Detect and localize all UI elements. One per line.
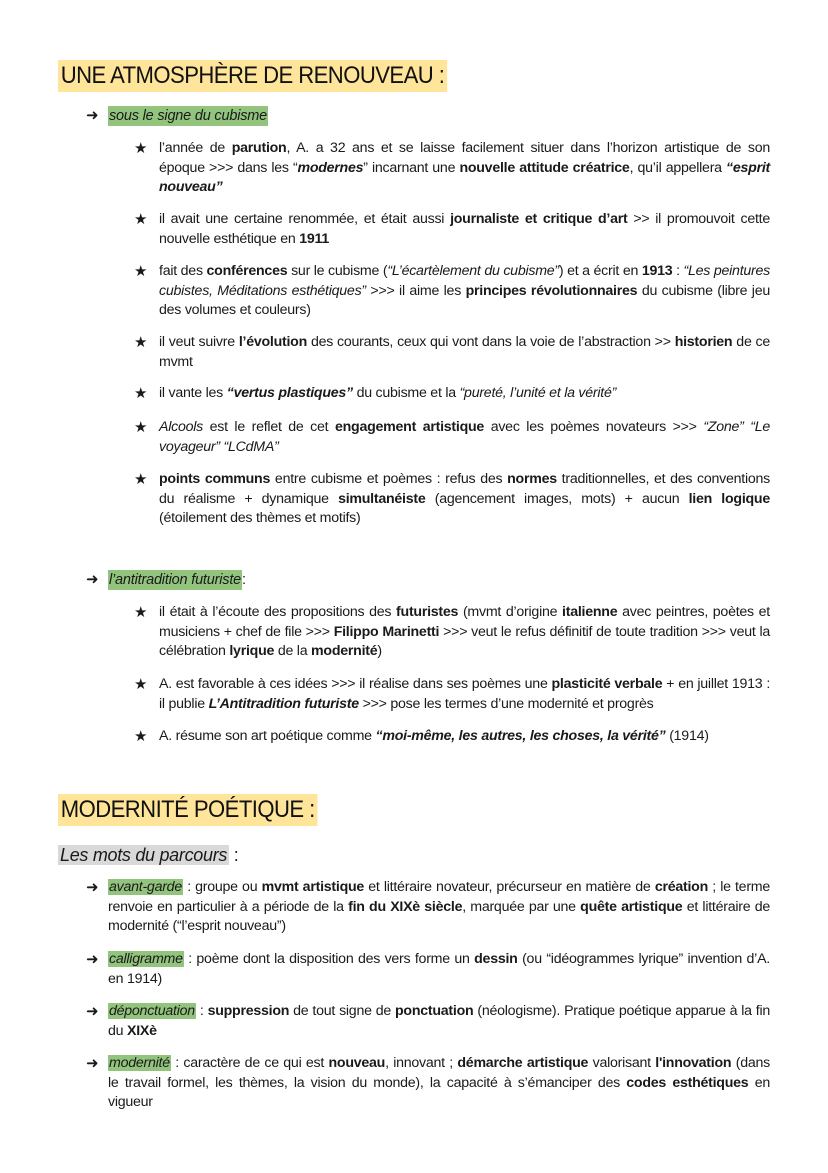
- item-text: [159, 139, 770, 198]
- star-icon: ★: [134, 471, 148, 488]
- text-run: futuristes: [396, 604, 459, 620]
- text-run: Alcools: [159, 419, 203, 435]
- text-run: , marquée par une: [462, 898, 581, 915]
- term: déponctuation: [109, 1003, 195, 1019]
- text-run: (mvmt d’origine: [458, 604, 563, 620]
- subheading-label: l’antitradition futuriste: [109, 572, 242, 588]
- text-run: : groupe ou: [182, 879, 262, 895]
- definition-item: [86, 950, 770, 989]
- text-run: il était à l’écoute des propositions des: [159, 604, 397, 620]
- star-icon: ★: [134, 419, 148, 436]
- list-item: [134, 333, 770, 372]
- text-run: avec peintres, poètes et musiciens + chef de file >>>: [159, 604, 770, 640]
- star-icon: ★: [134, 676, 148, 693]
- text-run: (agencement images, mots) + aucun: [425, 490, 689, 507]
- text-run: est le reflet de cet: [203, 419, 335, 435]
- text-run: “Les peintures cubistes, Méditations esthétiques”: [159, 263, 770, 299]
- text-run: engagement artistique: [335, 419, 485, 435]
- text-run: “pureté, l’unité et la vérité”: [459, 385, 617, 401]
- star-icon: ★: [134, 385, 148, 402]
- definition-text: [108, 1003, 770, 1039]
- list-item: [134, 384, 770, 404]
- text-run: valorisant: [588, 1055, 656, 1071]
- text-run: 1911: [299, 230, 329, 247]
- list-item: [134, 210, 770, 249]
- star-icon: ★: [134, 140, 148, 157]
- arrow-icon: ➜: [86, 1055, 99, 1072]
- text-run: >>> veut le refus définitif de toute tradition >>> veut la célébration: [159, 623, 770, 659]
- text-run: “L’écartèlement du cubisme”: [387, 263, 559, 279]
- text-run: XIXè: [126, 1022, 157, 1039]
- list-item: [134, 262, 770, 321]
- text-run: journaliste et critique d’art: [450, 211, 628, 227]
- subheading-label: sous le signe du cubisme: [109, 108, 268, 124]
- text-run: l’année de: [159, 140, 232, 156]
- list-item: [134, 418, 770, 457]
- item-text: [159, 418, 770, 457]
- term: calligramme: [109, 951, 183, 967]
- text-run: nouvelle attitude créatrice: [459, 159, 630, 176]
- subheading-suffix: :: [242, 572, 246, 588]
- item-text: [159, 333, 770, 372]
- list-item: [134, 675, 770, 714]
- text-run: codes esthétiques: [626, 1074, 749, 1091]
- text-run: et littéraire de modernité (“l’esprit nouveau”): [108, 898, 770, 934]
- term: avant-garde: [109, 879, 182, 895]
- arrow-icon: ➜: [86, 571, 99, 588]
- arrow-icon: ➜: [86, 879, 99, 896]
- star-icon: ★: [134, 334, 148, 351]
- text-run: Filippo Marinetti: [333, 623, 440, 640]
- subtitle-label: Les mots du parcours: [60, 845, 228, 865]
- text-run: lyrique: [229, 643, 275, 659]
- text-run: (néologisme). Pratique poétique apparue à la fin du: [108, 1003, 770, 1039]
- text-run: il avait une certaine renommée, et était aussi: [159, 211, 451, 227]
- text-run: (étoilement des thèmes et motifs): [159, 510, 361, 526]
- text-run: nouveau: [328, 1055, 386, 1071]
- text-run: (dans le travail formel, les thèmes, la vision du monde), la capacité à s’émanciper des: [108, 1055, 770, 1091]
- text-run: et littéraire novateur, précurseur en matière de: [364, 879, 655, 895]
- subtitle-suffix: :: [229, 845, 239, 865]
- text-run: :: [195, 1003, 208, 1019]
- text-run: simultanéiste: [338, 490, 426, 507]
- item-text: [159, 675, 770, 714]
- section-title-renouveau: UNE ATMOSPHÈRE DE RENOUVEAU :: [58, 60, 447, 92]
- text-run: sur le cubisme (: [287, 263, 388, 279]
- text-run: A. est favorable à ces idées >>> il réalise dans ses poèmes une: [159, 676, 552, 692]
- definition-text: [108, 951, 770, 987]
- item-text: [159, 603, 770, 662]
- text-run: parution: [231, 140, 287, 156]
- text-run: suppression: [207, 1003, 290, 1019]
- star-icon: ★: [134, 728, 148, 745]
- text-run: normes: [507, 471, 557, 487]
- star-icon: ★: [134, 211, 148, 228]
- text-run: traditionnelles, et des conventions du réalisme + dynamique: [159, 471, 770, 507]
- term: modernité: [109, 1055, 170, 1071]
- text-run: du cubisme (libre jeu des volumes et couleurs): [159, 282, 770, 318]
- definition-text: [108, 1055, 770, 1110]
- text-run: :: [672, 263, 684, 279]
- text-run: l’évolution: [238, 334, 307, 350]
- text-run: dessin: [474, 951, 518, 967]
- text-run: en vigueur: [108, 1074, 770, 1110]
- text-run: ): [377, 643, 382, 659]
- text-run: de la: [274, 643, 312, 659]
- text-run: >> il promouvoit cette nouvelle esthétique en: [159, 211, 770, 247]
- text-run: conférences: [206, 263, 288, 279]
- text-run: fin du XIXè siècle: [348, 898, 463, 915]
- text-run: du cubisme et la: [352, 385, 460, 401]
- text-run: ponctuation: [394, 1003, 474, 1019]
- text-run: , A. a 32 ans et se laisse facilement situer dans l’horizon artistique de son époque >>> dans les “: [159, 140, 771, 176]
- text-run: il vante les: [159, 385, 227, 401]
- text-run: avec les poèmes novateurs >>>: [484, 419, 704, 435]
- text-run: >>> pose les termes d’une modernité et progrès: [358, 695, 654, 712]
- text-run: >>> il aime les: [365, 282, 466, 299]
- text-run: 1913: [641, 263, 673, 279]
- list-item: [134, 603, 770, 662]
- text-run: entre cubisme et poèmes : refus des: [270, 471, 508, 487]
- text-run: lien logique: [688, 490, 770, 507]
- text-run: démarche artistique: [457, 1055, 589, 1071]
- section-title-modernite: MODERNITÉ POÉTIQUE :: [58, 794, 317, 826]
- item-text: [159, 727, 770, 747]
- arrow-icon: ➜: [86, 107, 99, 124]
- text-run: , innovant ;: [385, 1055, 458, 1071]
- text-run: des courants, ceux qui vont dans la voie de l’abstraction >>: [307, 334, 675, 350]
- text-run: , qu’il appellera: [629, 159, 727, 176]
- text-run: principes révolutionnaires: [465, 282, 638, 299]
- text-run: ” incarnant une: [363, 159, 460, 176]
- text-run: A. résume son art poétique comme: [159, 728, 376, 744]
- text-run: ; le terme renvoie en particulier à a période de la: [108, 879, 771, 915]
- list-item: [134, 727, 770, 747]
- text-run: quête artistique: [580, 898, 683, 915]
- item-text: [159, 384, 770, 404]
- text-run: (ou “idéogrammes lyrique” invention d’A. en 1914): [108, 951, 770, 987]
- text-run: fait des: [159, 263, 207, 279]
- item-text: [159, 210, 770, 249]
- text-run: “esprit nouveau”: [159, 159, 771, 195]
- text-run: modernes: [297, 159, 364, 176]
- text-run: modernité: [311, 643, 378, 659]
- text-run: italienne: [562, 604, 618, 620]
- text-run: de tout signe de: [289, 1003, 395, 1019]
- subheading-cubisme: [86, 106, 268, 126]
- text-run: points communs: [159, 471, 271, 487]
- definition-text: [108, 879, 770, 934]
- text-run: mvmt artistique: [261, 879, 365, 895]
- text-run: “vertus plastiques”: [226, 385, 353, 401]
- list-item: [134, 470, 770, 529]
- text-run: l'innovation: [655, 1055, 732, 1071]
- subtitle-mots-parcours: [58, 843, 239, 867]
- text-run: de ce mvmt: [159, 334, 771, 370]
- text-run: plasticité verbale: [551, 676, 663, 692]
- text-run: L’Antitradition futuriste: [208, 695, 359, 712]
- star-icon: ★: [134, 604, 148, 621]
- text-run: “Zone” “Le voyageur” “LCdMA”: [159, 419, 770, 455]
- definition-item: [86, 1002, 770, 1041]
- item-text: [159, 262, 770, 321]
- list-item: [134, 139, 770, 198]
- subheading-futuriste: [86, 570, 246, 590]
- text-run: création: [654, 879, 709, 895]
- star-icon: ★: [134, 263, 148, 280]
- item-text: [159, 470, 770, 529]
- text-run: il veut suivre: [159, 334, 239, 350]
- arrow-icon: ➜: [86, 951, 99, 968]
- text-run: historien: [674, 334, 733, 350]
- text-run: : poème dont la disposition des vers forme un: [183, 951, 475, 967]
- text-run: : caractère de ce qui est: [170, 1055, 329, 1071]
- text-run: + en juillet 1913 : il publie: [159, 676, 771, 712]
- text-run: “moi-même, les autres, les choses, la vérité”: [375, 728, 666, 744]
- definition-item: [86, 1054, 770, 1113]
- text-run: ) et a écrit en: [558, 263, 642, 279]
- text-run: (1914): [665, 728, 709, 744]
- arrow-icon: ➜: [86, 1003, 99, 1020]
- definition-item: [86, 878, 770, 937]
